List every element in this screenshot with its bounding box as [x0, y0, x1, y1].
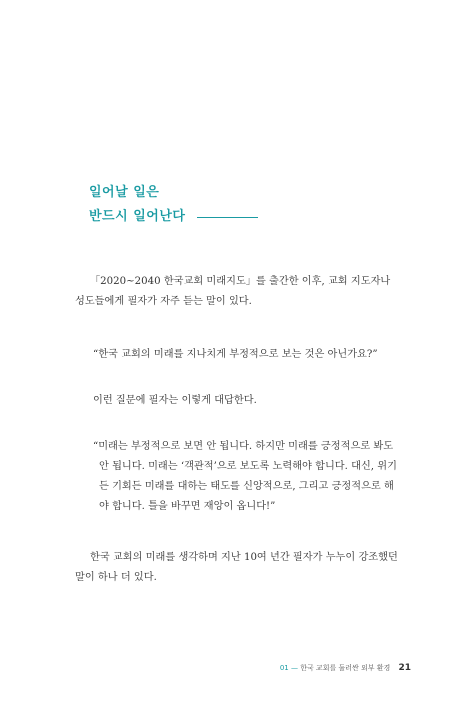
- paragraph-intro: [75, 272, 415, 312]
- paragraph-text: “한국 교회의 미래를 지나치게 부정적으로 보는 것은 아닌가요?”: [93, 349, 378, 360]
- paragraph-question-quote: [93, 345, 413, 365]
- paragraph-text: 「2020~2040 한국교회 미래지도」를 출간한 이후, 교회 지도자나 성도들에게 필자가 자주 듣는 말이 있다.: [75, 276, 391, 307]
- quote-line: 안 됩니다. 미래는 ‘객관적’으로 보도록 노력해야 합니다. 대신, 위기: [99, 461, 397, 472]
- page-number: 21: [398, 663, 411, 673]
- paragraph-closing: [75, 548, 415, 588]
- page-footer: [280, 663, 411, 673]
- heading-underline: [197, 217, 258, 218]
- quote-line: “미래는 부정적으로 보면 안 됩니다. 하지만 미래를 긍정적으로 봐도: [93, 441, 394, 452]
- footer-chapter: 01 —: [279, 664, 298, 672]
- heading-line-2-wrap: [89, 205, 258, 229]
- heading-line-2: 반드시 일어난다: [89, 209, 186, 224]
- paragraph-answer-quote: [93, 437, 411, 517]
- footer-section-title: 한국 교회를 둘러싼 외부 환경: [300, 664, 391, 672]
- heading-line-1: 일어날 일은: [89, 185, 160, 200]
- quote-line: 든 기회든 미래를 대하는 태도를 신앙적으로, 그리고 긍정적으로 해: [99, 481, 394, 492]
- paragraph-text: 이런 질문에 필자는 이렇게 대답한다.: [93, 395, 257, 406]
- section-heading: [89, 181, 258, 229]
- quote-line: 야 합니다. 틀을 바꾸면 재앙이 옵니다!”: [99, 501, 276, 512]
- paragraph-text: 한국 교회의 미래를 생각하며 지난 10여 년간 필자가 누누이 강조했던 말이 하나 더 있다.: [75, 552, 398, 583]
- paragraph-answer-intro: [93, 391, 413, 411]
